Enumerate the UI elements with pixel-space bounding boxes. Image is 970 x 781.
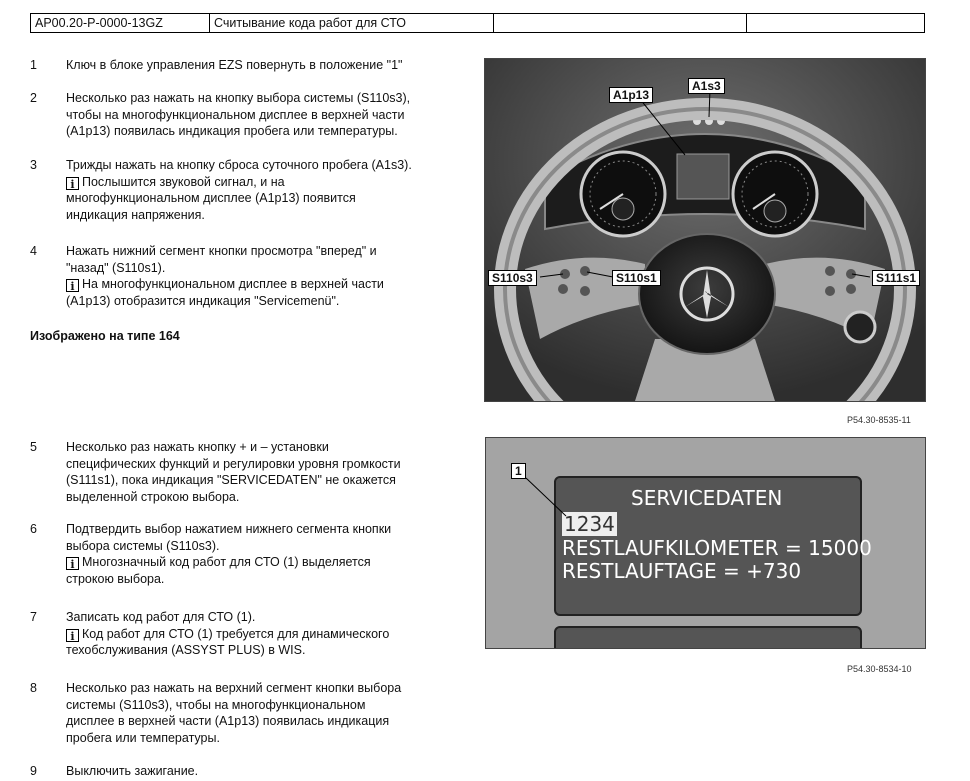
step-text: пробега или температуры. — [66, 730, 220, 745]
step-text: Несколько раз нажать кнопку + и – установки — [66, 440, 329, 454]
info-text: Код работ для СТО (1) требуется для динамического — [82, 626, 390, 641]
step-text: Несколько раз нажать на верхний сегмент кнопки выбора — [66, 681, 402, 695]
step-number: 9 — [30, 764, 37, 778]
info-text: На многофункциональном дисплее в верхней части — [82, 277, 384, 291]
steering-wheel-figure — [484, 58, 926, 402]
step-text: (S111s1), пока индикация "SERVICEDATEN" не окажется — [66, 473, 396, 487]
info-icon: i — [66, 279, 79, 292]
step-text: системы (S110s3), чтобы на многофункциональном — [66, 697, 366, 712]
step-number: 5 — [30, 440, 37, 454]
step-text: (A1p13) появилась индикация пробега или температуры. — [66, 124, 398, 138]
step-text: Выключить зажигание. — [66, 764, 199, 778]
step-number: 6 — [30, 522, 37, 536]
step-number: 2 — [30, 91, 37, 105]
info-text: индикация напряжения. — [66, 207, 205, 222]
info-text: техобслуживания (ASSYST PLUS) в WIS. — [66, 643, 306, 657]
lcd-display-figure — [485, 437, 926, 649]
step-text: Ключ в блоке управления EZS повернуть в положение "1" — [66, 58, 403, 72]
step-text: Несколько раз нажать на кнопку выбора системы (S110s3), — [66, 91, 411, 105]
callout-a1s3: A1s3 — [688, 78, 725, 94]
model-note: Изображено на типе 164 — [30, 329, 180, 343]
step-text: дисплее в верхней части (A1p13) появилась индикация — [66, 714, 390, 728]
lcd-remaining-days: RESTLAUFTAGE = +730 — [562, 559, 802, 583]
lcd-title: SERVICEDATEN — [631, 486, 783, 510]
step-text: специфических функций и регулировки уровня громкости — [66, 456, 401, 471]
step-text: Нажать нижний сегмент кнопки просмотра "вперед" и — [66, 244, 377, 258]
info-icon: i — [66, 177, 79, 190]
step-text: выбора системы (S110s3). — [66, 538, 220, 553]
header-cell-3 — [494, 14, 747, 32]
info-icon: i — [66, 629, 79, 642]
info-text: строкою выбора. — [66, 571, 165, 586]
step-text: чтобы на многофункциональном дисплее в верхней части — [66, 107, 405, 122]
document-header-table — [30, 13, 925, 33]
step-text: выделенной строкою выбора. — [66, 489, 240, 504]
info-text: многофункциональном дисплее (A1p13) появится — [66, 191, 356, 205]
info-text: Многозначный код работ для СТО (1) выделяется — [82, 555, 371, 569]
marker-leader-line — [486, 438, 925, 648]
callout-a1p13: A1p13 — [609, 87, 653, 103]
step-number: 4 — [30, 244, 37, 258]
info-text: Послышится звуковой сигнал, и на — [82, 174, 285, 189]
callout-s110s3: S110s3 — [488, 270, 537, 286]
step-text: "назад" (S110s1). — [66, 260, 166, 275]
callout-marker-1: 1 — [511, 463, 526, 479]
info-icon: i — [66, 557, 79, 570]
figure2-caption: P54.30-8534-10 — [847, 664, 912, 674]
lcd-remaining-km: RESTLAUFKILOMETER = 15000 — [562, 536, 872, 560]
callout-s110s1: S110s1 — [612, 270, 661, 286]
figure1-caption: P54.30-8535-11 — [847, 415, 911, 425]
lcd-service-code: 1234 — [564, 512, 615, 536]
steering-wheel-illustration — [485, 59, 925, 401]
step-number: 7 — [30, 610, 37, 624]
step-number: 1 — [30, 58, 37, 72]
doc-id: AP00.20-P-0000-13GZ — [31, 14, 210, 32]
doc-title: Считывание кода работ для СТО — [210, 14, 494, 32]
step-text: Записать код работ для СТО (1). — [66, 610, 256, 624]
callout-s111s1: S111s1 — [872, 270, 920, 286]
step-text: Подтвердить выбор нажатием нижнего сегмента кнопки — [66, 522, 392, 536]
step-number: 3 — [30, 158, 37, 172]
step-text: Трижды нажать на кнопку сброса суточного пробега (A1s3). — [66, 158, 412, 172]
info-text: (A1p13) отобразится индикация "Servicemenü". — [66, 293, 340, 308]
step-number: 8 — [30, 681, 37, 695]
header-cell-4 — [747, 14, 924, 32]
